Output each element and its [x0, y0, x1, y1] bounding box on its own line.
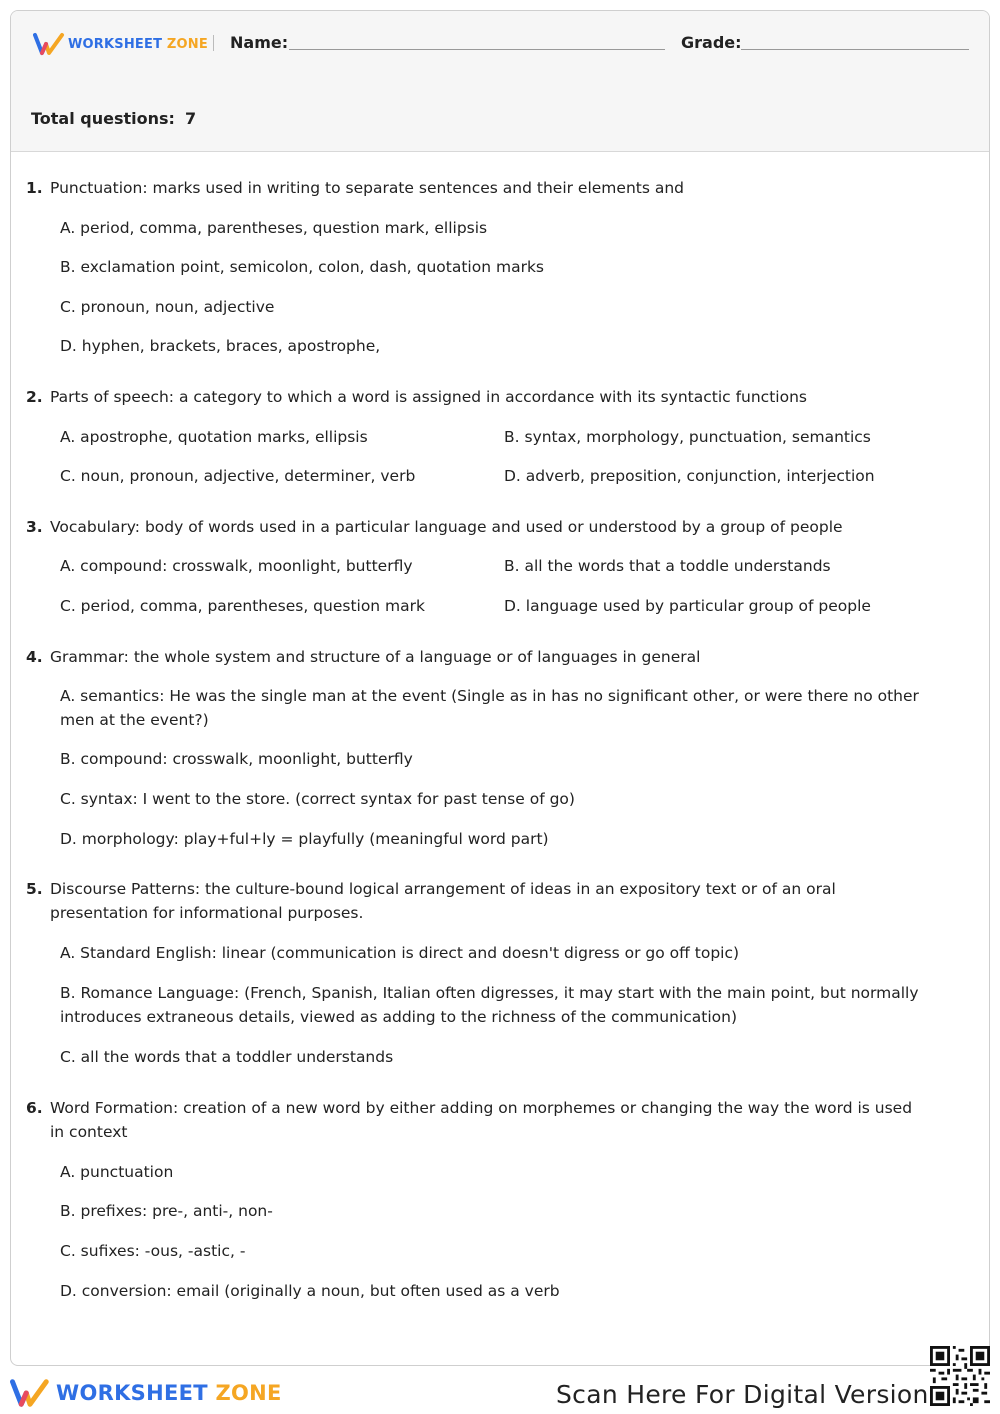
brand-logo — [33, 31, 208, 57]
question-text: Grammar: the whole system and structure of a language or of languages in general — [50, 648, 701, 666]
grade-field[interactable] — [741, 49, 969, 50]
question-text: Word Formation: creation of a new word by either adding on morphemes or changing the way the word is used in context — [50, 1099, 913, 1141]
answer-option[interactable]: C. period, comma, parentheses, question mark — [60, 597, 426, 615]
total-questions — [31, 109, 196, 128]
answer-option[interactable]: A. compound: crosswalk, moonlight, butterfly — [60, 557, 413, 575]
answer-option[interactable]: B. compound: crosswalk, moonlight, butterfly — [60, 750, 413, 768]
answer-option[interactable]: A. Standard English: linear (communication is direct and doesn't digress or go off topic) — [60, 944, 740, 962]
answer-option[interactable]: D. conversion: email (originally a noun, but often used as a verb — [60, 1282, 560, 1300]
question-text: Vocabulary: body of words used in a particular language and used or understood by a group of people — [50, 518, 843, 536]
total-questions-label: Total questions: — [31, 109, 175, 128]
name-field[interactable] — [289, 49, 665, 50]
scan-label: Scan Here For Digital Version — [556, 1380, 929, 1409]
answer-option[interactable]: D. adverb, preposition, conjunction, interjection — [504, 467, 875, 485]
answer-option[interactable]: C. syntax: I went to the store. (correct syntax for past tense of go) — [60, 790, 575, 808]
qr-code-icon[interactable] — [930, 1346, 990, 1406]
answer-option[interactable]: A. semantics: He was the single man at the event (Single as in has no significant other, or were there no other men at the event?) — [60, 687, 919, 729]
footer-brand-logo — [10, 1377, 282, 1409]
answer-option[interactable]: B. Romance Language: (French, Spanish, Italian often digresses, it may start with the main point, but normally introduces extraneous details, viewed as adding to the richness of the communication) — [60, 984, 919, 1026]
name-label: Name: — [230, 33, 289, 52]
answer-option[interactable]: D. hyphen, brackets, braces, apostrophe, — [60, 337, 381, 355]
brand-name: WORKSHEET ZONE — [68, 36, 208, 52]
answer-option[interactable]: C. noun, pronoun, adjective, determiner, verb — [60, 467, 416, 485]
grade-label: Grade: — [681, 33, 742, 52]
answer-option[interactable]: D. language used by particular group of people — [504, 597, 871, 615]
question-text: Discourse Patterns: the culture-bound logical arrangement of ideas in an expository text or of an oral presentation for informational purposes. — [50, 880, 836, 922]
question-number: 4. — [26, 648, 43, 666]
answer-option[interactable]: A. period, comma, parentheses, question mark, ellipsis — [60, 219, 488, 237]
question-number: 2. — [26, 388, 43, 406]
question-number: 5. — [26, 880, 43, 898]
logo-mark-icon — [33, 32, 65, 56]
question-number: 3. — [26, 518, 43, 536]
question-text: Parts of speech: a category to which a word is assigned in accordance with its syntactic functions — [50, 388, 807, 406]
answer-option[interactable]: B. all the words that a toddle understands — [504, 557, 831, 575]
answer-option[interactable]: A. punctuation — [60, 1163, 174, 1181]
answer-option[interactable]: B. prefixes: pre-, anti-, non- — [60, 1202, 273, 1220]
answer-option[interactable]: B. syntax, morphology, punctuation, semantics — [504, 428, 871, 446]
answer-option[interactable]: C. pronoun, noun, adjective — [60, 298, 275, 316]
total-questions-value: 7 — [184, 109, 197, 128]
answer-option[interactable]: D. morphology: play+ful+ly = playfully (meaningful word part) — [60, 830, 549, 848]
answer-option[interactable]: A. apostrophe, quotation marks, ellipsis — [60, 428, 368, 446]
question-number: 6. — [26, 1099, 43, 1117]
worksheet-header — [11, 11, 989, 152]
answer-option[interactable]: C. sufixes: -ous, -astic, - — [60, 1242, 246, 1260]
answer-option[interactable]: C. all the words that a toddler understands — [60, 1048, 394, 1066]
answer-option[interactable]: B. exclamation point, semicolon, colon, dash, quotation marks — [60, 258, 544, 276]
footer-brand-name: WORKSHEET ZONE — [56, 1381, 282, 1405]
question-text: Punctuation: marks used in writing to separate sentences and their elements and — [50, 179, 685, 197]
header-divider — [213, 35, 214, 51]
question-number: 1. — [26, 179, 43, 197]
logo-mark-icon — [10, 1377, 50, 1409]
